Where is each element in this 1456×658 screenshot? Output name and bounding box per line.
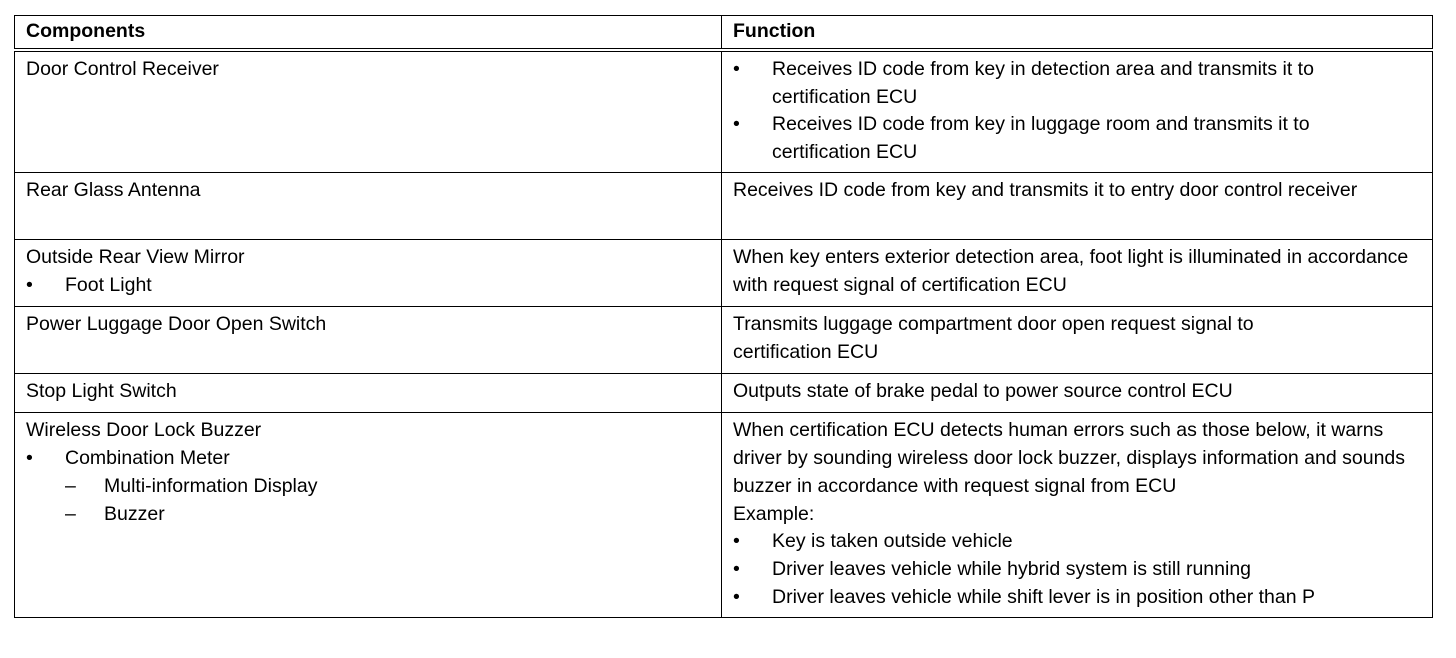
bullet-mark: •: [26, 274, 33, 297]
table-row: [15, 173, 1433, 240]
function-item: Key is taken outside vehicle: [772, 530, 1013, 553]
component-name: Wireless Door Lock Buzzer: [26, 419, 262, 442]
function-text: When certification ECU detects human errors such as those below, it warns driver by sounding wireless door lock buzzer, displays information and sounds buzzer in accordance with request signal from ECU: [733, 419, 1406, 497]
component-name: Stop Light Switch: [26, 380, 177, 403]
table-row: [15, 50, 1433, 173]
table-row: [15, 413, 1433, 618]
component-cell: [15, 50, 722, 173]
bullet-mark: •: [733, 586, 740, 609]
list-item: [733, 111, 1402, 167]
bullet-mark: •: [26, 447, 33, 470]
function-cell: [722, 307, 1433, 374]
component-item: Foot Light: [65, 274, 152, 297]
list-item: [733, 56, 1402, 112]
function-cell: [722, 50, 1433, 173]
function-item: Receives ID code from key in luggage room and transmits it to certification ECU: [772, 113, 1310, 164]
component-subitem: Buzzer: [104, 502, 165, 525]
function-item: Driver leaves vehicle while shift lever is in position other than P: [772, 586, 1316, 609]
header-function: Function: [722, 16, 1433, 50]
function-item: Driver leaves vehicle while hybrid system is still running: [772, 558, 1252, 581]
sub-list-item: [26, 473, 711, 501]
component-name: Outside Rear View Mirror: [26, 246, 245, 269]
function-text: When key enters exterior detection area, foot light is illuminated in accordance with request signal of certification ECU: [733, 246, 1409, 297]
function-text: Receives ID code from key and transmits it to entry door control receiver: [733, 179, 1358, 202]
list-item: [26, 445, 711, 473]
dash-mark: –: [65, 474, 76, 497]
bullet-mark: •: [733, 558, 740, 581]
bullet-mark: •: [733, 113, 740, 136]
component-cell: [15, 240, 722, 307]
function-cell: [722, 374, 1433, 413]
table-row: [15, 374, 1433, 413]
function-item: Receives ID code from key in detection area and transmits it to certification ECU: [772, 57, 1314, 108]
dash-mark: –: [65, 502, 76, 525]
list-item: [733, 528, 1420, 556]
component-name: Power Luggage Door Open Switch: [26, 313, 327, 336]
component-subitem: Multi-information Display: [104, 474, 318, 497]
list-item: [26, 272, 711, 300]
component-cell: [15, 173, 722, 240]
sub-list-item: [26, 501, 711, 529]
function-cell: [722, 413, 1433, 618]
list-item: [733, 584, 1420, 612]
list-item: [733, 556, 1420, 584]
component-cell: [15, 374, 722, 413]
bullet-mark: •: [733, 57, 740, 80]
component-name: Rear Glass Antenna: [26, 179, 201, 202]
example-label: Example:: [733, 502, 815, 525]
components-function-table: [14, 15, 1433, 618]
bullet-mark: •: [733, 530, 740, 553]
function-cell: [722, 240, 1433, 307]
function-text: Outputs state of brake pedal to power source control ECU: [733, 380, 1233, 403]
component-item: Combination Meter: [65, 447, 230, 470]
table-row: [15, 240, 1433, 307]
function-text: Transmits luggage compartment door open request signal to certification ECU: [733, 313, 1254, 364]
component-name: Door Control Receiver: [26, 57, 219, 80]
table-row: [15, 307, 1433, 374]
component-cell: [15, 413, 722, 618]
table-header-row: [15, 16, 1433, 50]
function-cell: [722, 173, 1433, 240]
header-components: Components: [15, 16, 722, 50]
component-cell: [15, 307, 722, 374]
